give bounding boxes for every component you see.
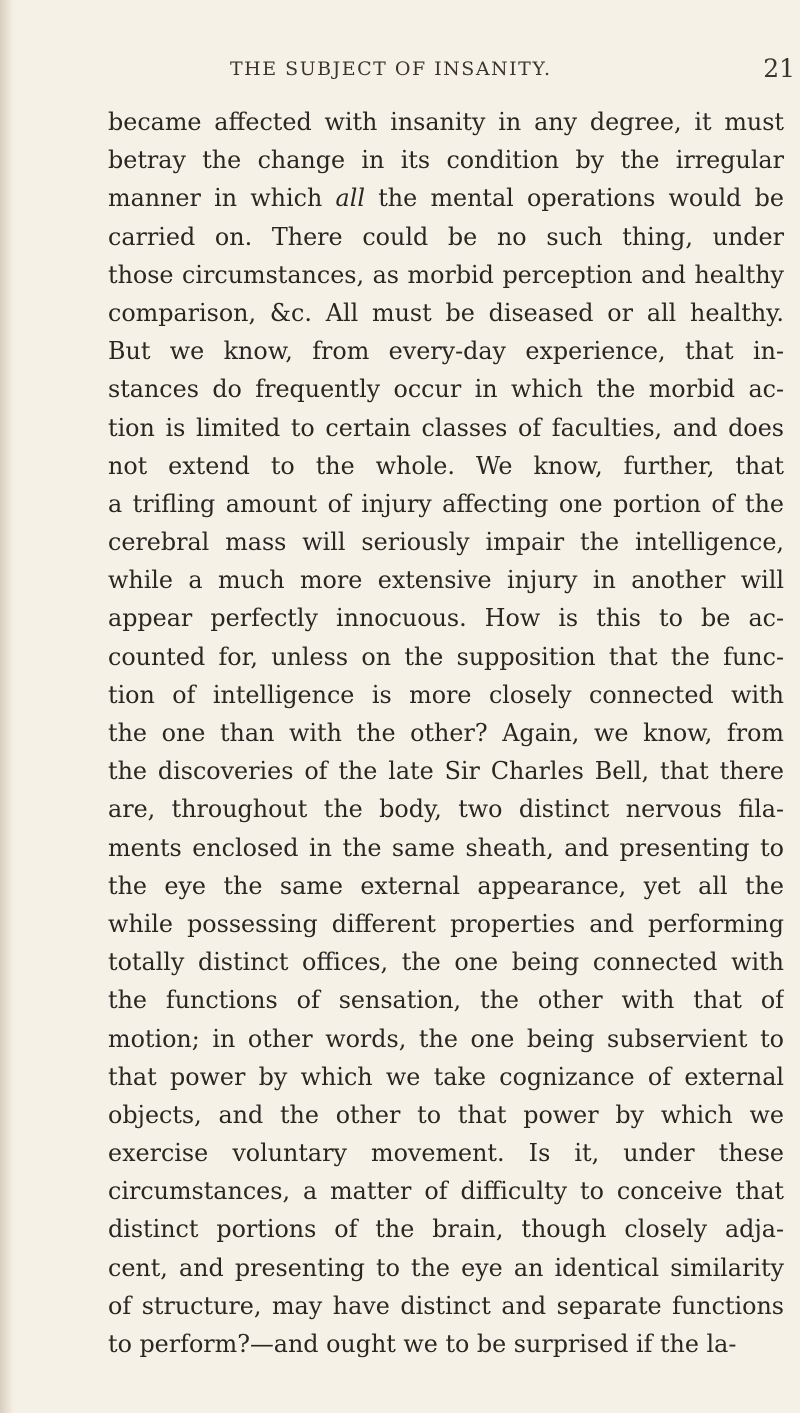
text-line: distinct portions of the brain, though closely adja- xyxy=(108,1215,784,1244)
text-line: But we know, from every-day experience, that in- xyxy=(108,337,784,366)
text-line: stances do frequently occur in which the morbid ac- xyxy=(108,375,784,404)
text-line: ments enclosed in the same sheath, and presenting to xyxy=(108,833,784,862)
text-line: became affected with insanity in any degree, it must xyxy=(108,108,784,136)
text-line: not extend to the whole. We know, further, that xyxy=(108,451,784,480)
text-line: while a much more extensive injury in another will xyxy=(108,566,784,595)
text-line: the functions of sensation, the other with that of xyxy=(108,986,784,1015)
running-head xyxy=(92,54,795,94)
text-segment: the mental operations would be xyxy=(364,184,784,213)
text-line: tion of intelligence is more closely connected with xyxy=(108,680,784,709)
text-line: comparison, &c. All must be diseased or all healthy. xyxy=(108,298,784,327)
text-line: motion; in other words, the one being subservient to xyxy=(108,1024,784,1053)
text-line: those circumstances, as morbid perception and healthy xyxy=(108,260,784,289)
text-line: cerebral mass will seriously impair the intelligence, xyxy=(108,528,784,557)
text-line: are, throughout the body, two distinct nervous fila- xyxy=(108,795,784,824)
body-text xyxy=(108,103,800,1363)
text-line: the discoveries of the late Sir Charles Bell, that there xyxy=(108,757,784,786)
text-line: totally distinct offices, the one being connected with xyxy=(108,948,784,977)
text-line: counted for, unless on the supposition that the func- xyxy=(108,642,784,671)
text-line: betray the change in its condition by the irregular xyxy=(108,146,784,175)
text-line: circumstances, a matter of difficulty to conceive that xyxy=(108,1177,784,1206)
text-line: exercise voluntary movement. Is it, under these xyxy=(108,1139,784,1168)
text-line xyxy=(108,179,784,217)
text-line: the eye the same external appearance, yet all the xyxy=(108,871,784,900)
text-line: to perform?—and ought we to be surprised if the la- xyxy=(108,1330,737,1358)
italic-emphasis: all xyxy=(335,184,365,213)
text-line: a trifling amount of injury affecting one portion of the xyxy=(108,489,784,518)
text-line: of structure, may have distinct and separate functions xyxy=(108,1291,784,1320)
text-line: cent, and presenting to the eye an identical similarity xyxy=(108,1253,784,1282)
binding-gutter xyxy=(0,0,14,1413)
running-head-title: THE SUBJECT OF INSANITY. xyxy=(230,58,552,80)
text-line: that power by which we take cognizance of external xyxy=(108,1062,784,1091)
page-number: 21 xyxy=(763,54,795,83)
text-line: the one than with the other? Again, we know, from xyxy=(108,719,784,747)
text-line: while possessing different properties and performing xyxy=(108,909,784,938)
text-line: appear perfectly innocuous. How is this to be ac- xyxy=(108,604,784,633)
text-line: carried on. There could be no such thing, under xyxy=(108,222,784,251)
text-line: objects, and the other to that power by which we xyxy=(108,1100,784,1129)
text-segment: manner in which xyxy=(108,184,336,213)
text-line: tion is limited to certain classes of faculties, and does xyxy=(108,413,784,442)
